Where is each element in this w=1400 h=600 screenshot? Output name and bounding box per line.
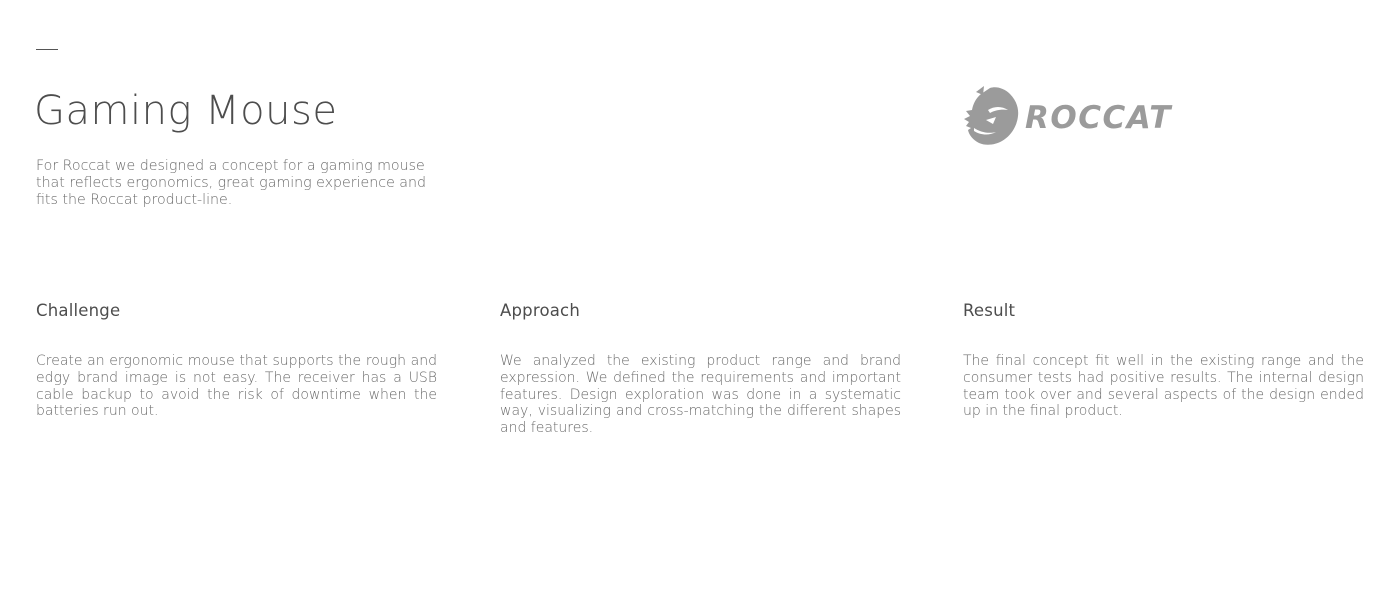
intro-text: For Roccat we designed a concept for a gaming mouse that reflects ergonomics, great gaming experience and fits the Roccat product-line. xyxy=(36,158,427,208)
page-title: Gaming Mouse xyxy=(34,88,338,134)
approach-section xyxy=(500,300,901,437)
approach-text: We analyzed the existing product range and brand expression. We defined the requirements and important features. Design exploration was done in a systematic way, visualizing and cross-matching the different shapes and features. xyxy=(500,353,901,437)
result-section xyxy=(963,300,1364,420)
result-text: The final concept fit well in the existing range and the consumer tests had positive results. The internal design team took over and several aspects of the design ended up in the final product. xyxy=(963,353,1364,420)
roccat-wordmark: ROCCAT xyxy=(1025,100,1172,136)
accent-line xyxy=(36,49,58,50)
panther-head-icon xyxy=(964,86,1018,145)
challenge-text: Create an ergonomic mouse that supports the rough and edgy brand image is not easy. The receiver has a USB cable backup to avoid the risk of downtime when the batteries run out. xyxy=(36,353,437,420)
roccat-logo xyxy=(962,84,1178,148)
roccat-logo-graphic xyxy=(962,84,1178,148)
challenge-section xyxy=(36,300,437,420)
approach-heading: Approach xyxy=(500,301,580,320)
challenge-heading: Challenge xyxy=(36,301,121,320)
result-heading: Result xyxy=(963,301,1016,320)
